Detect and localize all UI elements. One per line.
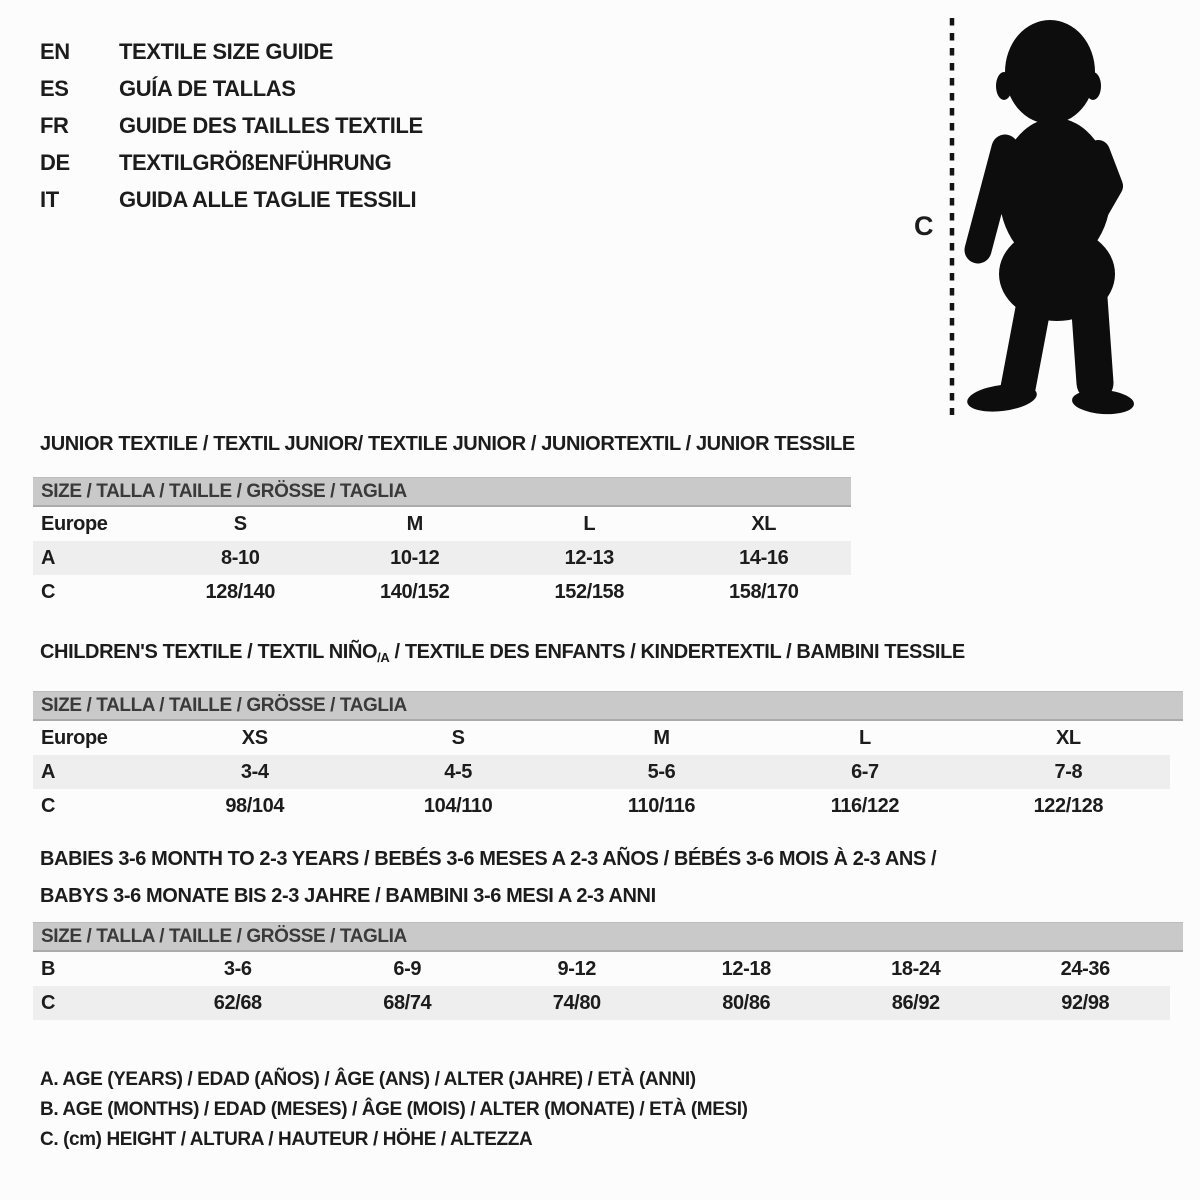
language-row bbox=[40, 181, 423, 218]
table-cell: 14-16 bbox=[739, 546, 789, 569]
junior-size-table bbox=[33, 477, 855, 609]
table-cell: 68/74 bbox=[383, 991, 432, 1014]
language-code: EN bbox=[40, 38, 70, 64]
table-cell: 12-13 bbox=[564, 546, 614, 569]
table-row bbox=[33, 952, 1170, 986]
table-cell: 9-12 bbox=[557, 957, 596, 980]
row-label: Europe bbox=[41, 512, 108, 535]
table-cell: 12-18 bbox=[721, 957, 771, 980]
table-cell: S bbox=[451, 726, 465, 749]
row-label: A bbox=[41, 760, 56, 783]
table-row bbox=[33, 507, 851, 541]
children-size-table bbox=[33, 691, 1183, 823]
table-cell: L bbox=[859, 726, 871, 749]
language-code: DE bbox=[40, 149, 70, 175]
height-measure-label: C bbox=[914, 211, 934, 241]
row-label: C bbox=[41, 794, 56, 817]
language-code: ES bbox=[40, 75, 69, 101]
language-title: GUÍA DE TALLAS bbox=[119, 75, 296, 101]
heading-subscript: /A bbox=[377, 650, 390, 665]
table-row bbox=[33, 789, 1170, 823]
section-children bbox=[33, 640, 1183, 823]
table-header-bar: SIZE / TALLA / TAILLE / GRÖSSE / TAGLIA bbox=[33, 922, 1183, 952]
table-header-bar: SIZE / TALLA / TAILLE / GRÖSSE / TAGLIA bbox=[33, 691, 1183, 721]
table-cell: M bbox=[406, 512, 423, 535]
table-cell: 3-6 bbox=[223, 957, 252, 980]
section-babies-heading bbox=[33, 841, 1183, 915]
footnotes bbox=[40, 1065, 748, 1155]
table-header-bar: SIZE / TALLA / TAILLE / GRÖSSE / TAGLIA bbox=[33, 477, 851, 507]
table-cell: 104/110 bbox=[423, 794, 493, 817]
table-cell: M bbox=[653, 726, 670, 749]
heading-line: BABIES 3-6 MONTH TO 2-3 YEARS / BEBÉS 3-6 MESES A 2-3 AÑOS / BÉBÉS 3-6 MOIS À 2-3 ANS / bbox=[40, 848, 937, 870]
footnote-line: A. AGE (YEARS) / EDAD (AÑOS) / ÂGE (ANS) / ALTER (JAHRE) / ETÀ (ANNI) bbox=[40, 1069, 696, 1090]
table-cell: 152/158 bbox=[554, 580, 624, 603]
table-row bbox=[33, 541, 851, 575]
heading-post: / TEXTILE DES ENFANTS / KINDERTEXTIL / BAMBINI TESSILE bbox=[389, 641, 965, 663]
table-cell: 6-9 bbox=[393, 957, 422, 980]
table-cell: XS bbox=[241, 726, 268, 749]
heading-line: BABYS 3-6 MONATE BIS 2-3 JAHRE / BAMBINI 3-6 MESI A 2-3 ANNI bbox=[40, 885, 656, 907]
table-cell: 86/92 bbox=[891, 991, 940, 1014]
table-cell: XL bbox=[1055, 726, 1081, 749]
language-code: IT bbox=[40, 186, 59, 212]
section-junior bbox=[33, 432, 855, 609]
row-label: B bbox=[41, 957, 56, 980]
table-cell: S bbox=[233, 512, 247, 535]
table-cell: 80/86 bbox=[722, 991, 771, 1014]
table-cell: 110/116 bbox=[627, 794, 696, 817]
table-row bbox=[33, 721, 1170, 755]
footnote-line: C. (cm) HEIGHT / ALTURA / HAUTEUR / HÖHE / ALTEZZA bbox=[40, 1129, 533, 1150]
table-cell: 98/104 bbox=[225, 794, 285, 817]
table-cell: 128/140 bbox=[205, 580, 275, 603]
table-cell: 4-5 bbox=[444, 760, 472, 783]
language-row bbox=[40, 107, 423, 144]
section-babies bbox=[33, 841, 1183, 1020]
table-cell: 6-7 bbox=[851, 760, 879, 783]
table-cell: 5-6 bbox=[647, 760, 676, 783]
table-cell: 18-24 bbox=[891, 957, 941, 980]
heading-line: JUNIOR TEXTILE / TEXTIL JUNIOR/ TEXTILE JUNIOR / JUNIORTEXTIL / JUNIOR TESSILE bbox=[40, 433, 855, 455]
table-cell: 74/80 bbox=[552, 991, 601, 1014]
language-row bbox=[40, 144, 423, 181]
section-junior-heading bbox=[33, 432, 855, 456]
table-cell: 92/98 bbox=[1061, 991, 1110, 1014]
table-cell: L bbox=[583, 512, 596, 535]
language-list bbox=[40, 33, 423, 218]
table-cell: 8-10 bbox=[221, 546, 260, 569]
table-cell: 24-36 bbox=[1060, 957, 1110, 980]
row-label: C bbox=[41, 580, 56, 603]
toddler-silhouette bbox=[966, 20, 1135, 416]
table-cell: 62/68 bbox=[213, 991, 262, 1014]
row-label: C bbox=[41, 991, 56, 1014]
heading-pre: CHILDREN'S TEXTILE / TEXTIL NIÑO bbox=[40, 641, 378, 663]
language-row bbox=[40, 70, 423, 107]
language-title: GUIDE DES TAILLES TEXTILE bbox=[119, 112, 423, 138]
table-cell: 7-8 bbox=[1054, 760, 1083, 783]
section-children-heading bbox=[33, 640, 1183, 670]
table-row bbox=[33, 986, 1170, 1020]
table-cell: 122/128 bbox=[1033, 794, 1104, 817]
table-cell: 116/122 bbox=[830, 794, 900, 817]
table-cell: 3-4 bbox=[240, 760, 269, 783]
language-title: TEXTILGRÖßENFÜHRUNG bbox=[119, 149, 392, 175]
table-cell: 10-12 bbox=[390, 546, 440, 569]
language-title: GUIDA ALLE TAGLIE TESSILI bbox=[119, 186, 417, 212]
row-label: A bbox=[41, 546, 56, 569]
babies-size-table bbox=[33, 922, 1183, 1020]
footnote-line: B. AGE (MONTHS) / EDAD (MESES) / ÂGE (MOIS) / ALTER (MONATE) / ETÀ (MESI) bbox=[40, 1099, 748, 1120]
language-title: TEXTILE SIZE GUIDE bbox=[119, 38, 334, 64]
table-row bbox=[33, 575, 851, 609]
language-row bbox=[40, 33, 423, 70]
row-label: Europe bbox=[41, 726, 108, 749]
toddler-figure bbox=[940, 14, 1150, 418]
table-cell: XL bbox=[751, 512, 777, 535]
table-cell: 140/152 bbox=[380, 580, 450, 603]
language-code: FR bbox=[40, 112, 69, 138]
table-cell: 158/170 bbox=[729, 580, 799, 603]
table-row bbox=[33, 755, 1170, 789]
